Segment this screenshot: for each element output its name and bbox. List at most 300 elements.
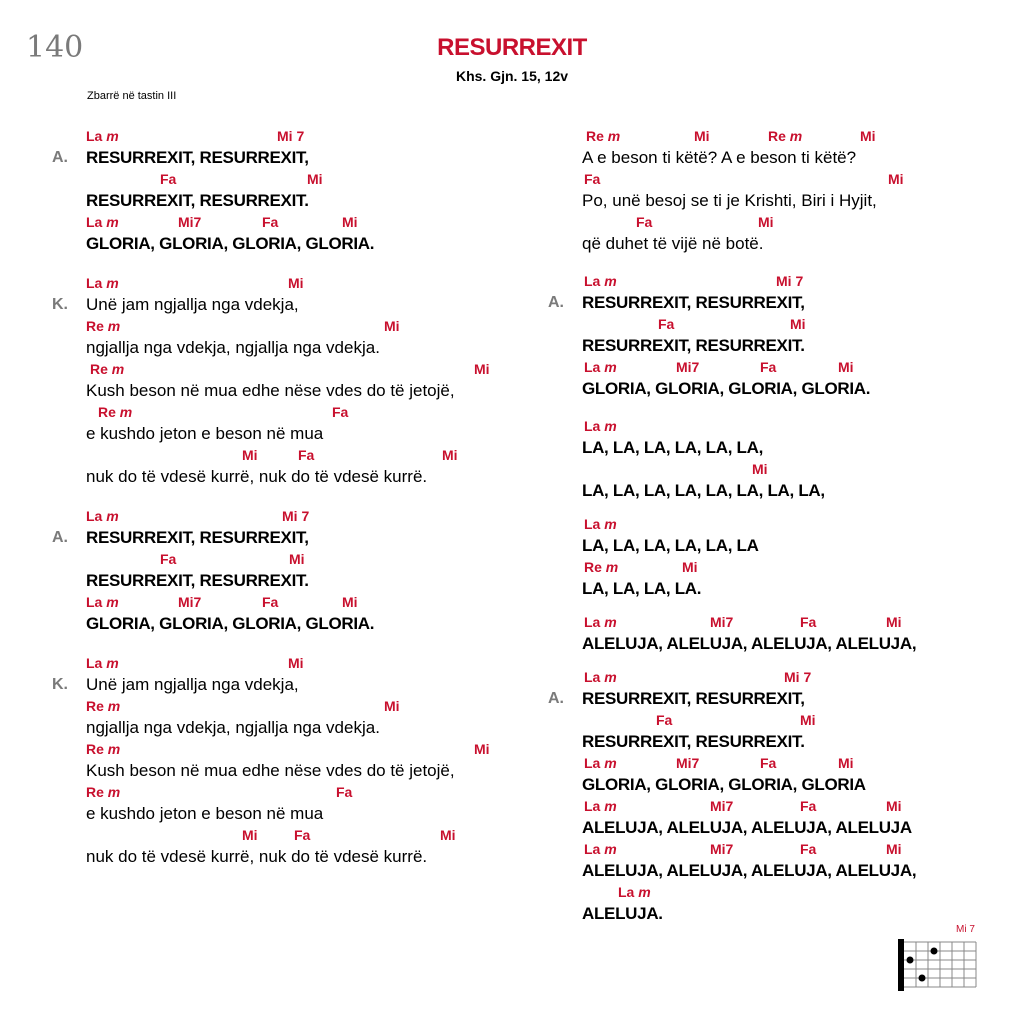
- lyric-row: [52, 570, 522, 592]
- chord-row: [548, 667, 948, 688]
- lyric-row: [52, 423, 522, 445]
- lyric-row: [548, 817, 948, 839]
- chord-label: [288, 655, 304, 671]
- chord-label: [384, 698, 400, 714]
- chord-diagram-dot: [919, 975, 926, 982]
- stanza: [52, 126, 522, 255]
- lyric-line: GLORIA, GLORIA, GLORIA, GLORIA: [582, 775, 866, 794]
- lyric-row: [548, 688, 948, 710]
- chord-root: Mi: [342, 214, 358, 230]
- lyric-row: [548, 335, 948, 357]
- lyric-line: ngjallja nga vdekja, ngjallja nga vdekja.: [86, 338, 380, 357]
- lyric-line: RESURREXIT, RESURREXIT,: [86, 528, 309, 547]
- chord-root: Mi: [307, 171, 323, 187]
- lyric-line: GLORIA, GLORIA, GLORIA, GLORIA.: [86, 234, 375, 253]
- chord-root: Mi: [758, 214, 774, 230]
- chord-label: [289, 551, 305, 567]
- chord-label: [98, 404, 132, 420]
- chord-row: [52, 169, 522, 190]
- chord-label: [790, 316, 806, 332]
- chord-label: [584, 841, 617, 857]
- chord-quality: m: [638, 884, 651, 900]
- chord-root: Re: [90, 361, 112, 377]
- chord-label: [282, 508, 309, 524]
- chord-label: [584, 755, 617, 771]
- chord-root: Mi7: [710, 798, 734, 814]
- chord-quality: m: [604, 755, 617, 771]
- lyric-line: RESURREXIT, RESURREXIT.: [582, 732, 805, 751]
- chord-label: [86, 655, 119, 671]
- lyric-line: e kushdo jeton e beson në mua: [86, 804, 324, 823]
- chord-row: [548, 753, 948, 774]
- stanza: [548, 126, 948, 255]
- chord-root: Mi: [442, 447, 458, 463]
- chord-quality: m: [111, 361, 125, 377]
- chord-root: La: [584, 359, 605, 375]
- stanza-marker: K.: [52, 296, 68, 313]
- chord-root: La: [584, 614, 605, 630]
- chord-quality: m: [604, 516, 617, 532]
- chord-label: [584, 614, 617, 630]
- chord-row: [52, 402, 522, 423]
- chord-row: [548, 357, 948, 378]
- chord-label: [618, 884, 651, 900]
- chord-quality: m: [605, 559, 619, 575]
- chord-quality: m: [604, 359, 617, 375]
- chord-label: [332, 404, 348, 420]
- chord-root: Mi 7: [776, 273, 804, 289]
- chord-row: [548, 314, 948, 335]
- chord-root: Mi7: [178, 594, 202, 610]
- chord-label: [86, 594, 119, 610]
- chord-root: La: [86, 508, 107, 524]
- lyric-row: [548, 233, 948, 255]
- chord-label: [86, 508, 119, 524]
- chord-label: [277, 128, 304, 144]
- lyric-line: Unë jam ngjallja nga vdekja,: [86, 295, 299, 314]
- chord-label: [160, 171, 176, 187]
- chord-root: Mi: [242, 827, 258, 843]
- chord-root: Mi: [288, 275, 304, 291]
- chord-label: [86, 784, 120, 800]
- chord-root: Fa: [294, 827, 311, 843]
- chord-label: [676, 755, 699, 771]
- lyric-row: [52, 717, 522, 739]
- chord-quality: m: [107, 784, 121, 800]
- lyric-row: [548, 480, 948, 502]
- stanza: [52, 273, 522, 488]
- stanza-marker: A.: [548, 294, 564, 311]
- chord-row: [548, 882, 948, 903]
- chord-label: [768, 128, 802, 144]
- lyric-line: A e beson ti këtë? A e beson ti këtë?: [582, 148, 857, 167]
- chord-label: [584, 559, 618, 575]
- chord-label: [888, 171, 904, 187]
- chord-row: [548, 514, 948, 535]
- lyric-line: ALELUJA, ALELUJA, ALELUJA, ALELUJA,: [582, 634, 917, 653]
- chord-root: Mi: [440, 827, 456, 843]
- chord-label: [242, 447, 258, 463]
- chord-label: [86, 318, 120, 334]
- chord-root: Mi: [888, 171, 904, 187]
- chord-root: Fa: [584, 171, 601, 187]
- chord-root: Mi: [242, 447, 258, 463]
- chord-diagram-dot: [907, 957, 914, 964]
- chord-label: [784, 669, 811, 685]
- chord-quality: m: [106, 594, 119, 610]
- chord-row: [52, 549, 522, 570]
- lyric-line: ALELUJA.: [582, 904, 663, 923]
- chord-label: [298, 447, 314, 463]
- lyric-line: ALELUJA, ALELUJA, ALELUJA, ALELUJA,: [582, 861, 917, 880]
- chord-root: La: [86, 214, 107, 230]
- lyric-row: [52, 803, 522, 825]
- lyric-row: [548, 633, 948, 655]
- chord-root: Mi 7: [282, 508, 310, 524]
- chord-root: Fa: [656, 712, 673, 728]
- stanza-marker: A.: [52, 529, 68, 546]
- chord-row: [548, 271, 948, 292]
- chord-row: [548, 416, 948, 437]
- stanza: [548, 612, 948, 655]
- chord-label: [384, 318, 400, 334]
- chord-row: [52, 212, 522, 233]
- chord-label: [710, 614, 733, 630]
- chord-label: [886, 841, 902, 857]
- chord-quality: m: [107, 698, 121, 714]
- chord-label: [86, 698, 120, 714]
- chord-label: [242, 827, 258, 843]
- chord-root: La: [584, 755, 605, 771]
- chord-label: [838, 755, 854, 771]
- chord-label: [342, 214, 358, 230]
- chord-root: Mi: [800, 712, 816, 728]
- chord-label: [178, 214, 201, 230]
- chord-label: [584, 798, 617, 814]
- chord-label: [710, 841, 733, 857]
- chord-root: Re: [768, 128, 790, 144]
- chord-root: Re: [586, 128, 608, 144]
- chord-label: [776, 273, 803, 289]
- chord-root: Mi: [838, 755, 854, 771]
- lyric-line: GLORIA, GLORIA, GLORIA, GLORIA.: [582, 379, 871, 398]
- lyric-line: RESURREXIT, RESURREXIT.: [582, 336, 805, 355]
- lyric-row: [52, 760, 522, 782]
- stanza: [548, 667, 948, 925]
- stanza: [52, 506, 522, 635]
- chord-quality: m: [789, 128, 803, 144]
- lyric-line: Kush beson në mua edhe nëse vdes do të jetojë,: [86, 761, 455, 780]
- lyric-row: [548, 292, 948, 314]
- chord-root: La: [584, 798, 605, 814]
- chord-root: Mi 7: [784, 669, 812, 685]
- lyric-row: [548, 731, 948, 753]
- chord-quality: m: [106, 128, 119, 144]
- chord-root: Re: [98, 404, 120, 420]
- chord-label: [262, 594, 278, 610]
- chord-label: [584, 171, 600, 187]
- chord-root: Re: [86, 698, 108, 714]
- chord-label: [760, 755, 776, 771]
- lyric-row: [52, 233, 522, 255]
- chord-label: [342, 594, 358, 610]
- chord-label: [676, 359, 699, 375]
- stanza-marker: A.: [52, 149, 68, 166]
- chord-label: [86, 214, 119, 230]
- lyric-line: LA, LA, LA, LA, LA, LA, LA, LA,: [582, 481, 825, 500]
- lyric-row: [548, 903, 948, 925]
- song-title: RESURREXIT: [437, 34, 587, 61]
- lyric-line: që duhet të vijë në botë.: [582, 234, 764, 253]
- chord-root: Mi: [886, 841, 902, 857]
- lyric-line: e kushdo jeton e beson në mua: [86, 424, 324, 443]
- chord-root: La: [584, 669, 605, 685]
- chord-root: Mi: [289, 551, 305, 567]
- chord-root: Mi: [860, 128, 876, 144]
- chord-root: La: [618, 884, 639, 900]
- lyric-row: [548, 774, 948, 796]
- chord-root: Re: [86, 784, 108, 800]
- chord-label: [636, 214, 652, 230]
- chord-quality: m: [119, 404, 133, 420]
- chord-label: [86, 275, 119, 291]
- chord-root: Re: [584, 559, 606, 575]
- chord-label: [86, 128, 119, 144]
- scripture-reference: Khs. Gjn. 15, 12v: [455, 68, 569, 84]
- chord-label: [886, 798, 902, 814]
- chord-label: [752, 461, 768, 477]
- lyric-row: [52, 846, 522, 868]
- chord-row: [548, 212, 948, 233]
- lyric-line: LA, LA, LA, LA, LA, LA,: [582, 438, 764, 457]
- chord-root: Mi7: [676, 755, 700, 771]
- chord-label: [886, 614, 902, 630]
- chord-quality: m: [106, 214, 119, 230]
- chord-label: [178, 594, 201, 610]
- chord-root: Fa: [332, 404, 349, 420]
- stanza: [548, 514, 948, 600]
- chord-label: [442, 447, 458, 463]
- lyric-row: [548, 535, 948, 557]
- chord-diagram-dot: [931, 948, 938, 955]
- chord-diagram-frets: [904, 942, 976, 987]
- chord-row: [52, 782, 522, 803]
- chord-quality: m: [604, 273, 617, 289]
- lyric-line: RESURREXIT, RESURREXIT,: [582, 293, 805, 312]
- lyric-line: Unë jam ngjallja nga vdekja,: [86, 675, 299, 694]
- chord-root: Fa: [160, 171, 177, 187]
- chord-row: [52, 273, 522, 294]
- stanza-marker: A.: [548, 690, 564, 707]
- chord-label: [800, 798, 816, 814]
- lyric-line: Kush beson në mua edhe nëse vdes do të jetojë,: [86, 381, 455, 400]
- lyric-row: [548, 860, 948, 882]
- chord-label: [838, 359, 854, 375]
- chord-root: Fa: [800, 614, 817, 630]
- chord-label: [584, 359, 617, 375]
- chord-label: [586, 128, 620, 144]
- chord-root: Fa: [298, 447, 315, 463]
- chord-label: [658, 316, 674, 332]
- chord-root: Fa: [336, 784, 353, 800]
- chord-row: [52, 825, 522, 846]
- chord-row: [52, 126, 522, 147]
- chord-row: [52, 696, 522, 717]
- chord-root: Mi: [288, 655, 304, 671]
- chord-label: [710, 798, 733, 814]
- chord-root: Mi7: [676, 359, 700, 375]
- chord-root: Mi: [694, 128, 710, 144]
- chord-quality: m: [106, 275, 119, 291]
- chord-label: [584, 273, 617, 289]
- chord-root: Fa: [262, 214, 279, 230]
- chord-quality: m: [107, 741, 121, 757]
- chord-root: Mi: [384, 698, 400, 714]
- chord-quality: m: [107, 318, 121, 334]
- chord-label: [656, 712, 672, 728]
- chord-root: Mi: [474, 361, 490, 377]
- chord-root: La: [584, 516, 605, 532]
- chord-root: Mi: [384, 318, 400, 334]
- chord-row: [52, 739, 522, 760]
- chord-quality: m: [604, 798, 617, 814]
- chord-label: [584, 516, 617, 532]
- chord-label: [294, 827, 310, 843]
- chord-root: Fa: [800, 798, 817, 814]
- chord-quality: m: [106, 508, 119, 524]
- chord-label: [760, 359, 776, 375]
- chord-quality: m: [604, 614, 617, 630]
- chord-root: La: [584, 273, 605, 289]
- chord-root: Mi: [886, 798, 902, 814]
- chord-row: [52, 359, 522, 380]
- chord-row: [52, 653, 522, 674]
- chord-row: [52, 316, 522, 337]
- chord-root: Re: [86, 741, 108, 757]
- chord-root: Mi7: [710, 841, 734, 857]
- lyric-line: LA, LA, LA, LA.: [582, 579, 702, 598]
- chord-label: [86, 741, 120, 757]
- chord-label: [800, 841, 816, 857]
- lyric-line: RESURREXIT, RESURREXIT.: [86, 571, 309, 590]
- chord-root: Mi7: [710, 614, 734, 630]
- lyric-line: nuk do të vdesë kurrë, nuk do të vdesë kurrë.: [86, 847, 428, 866]
- chord-root: Mi: [838, 359, 854, 375]
- chord-root: La: [86, 594, 107, 610]
- chord-root: Fa: [160, 551, 177, 567]
- chord-row: [548, 126, 948, 147]
- lyric-row: [548, 147, 948, 169]
- lyric-line: nuk do të vdesë kurrë, nuk do të vdesë kurrë.: [86, 467, 428, 486]
- chord-quality: m: [604, 418, 617, 434]
- lyric-row: [52, 527, 522, 549]
- lyric-line: RESURREXIT, RESURREXIT,: [86, 148, 309, 167]
- lyric-row: [52, 613, 522, 635]
- chord-quality: m: [604, 841, 617, 857]
- chord-label: [90, 361, 124, 377]
- chord-diagram-nut: [898, 939, 904, 991]
- lyric-line: LA, LA, LA, LA, LA, LA: [582, 536, 759, 555]
- chord-root: Fa: [760, 359, 777, 375]
- left-column: [52, 126, 522, 868]
- chord-root: Fa: [760, 755, 777, 771]
- chord-root: La: [86, 655, 107, 671]
- lyric-line: RESURREXIT, RESURREXIT,: [582, 689, 805, 708]
- chord-root: La: [584, 841, 605, 857]
- chord-row: [548, 557, 948, 578]
- lyric-line: ngjallja nga vdekja, ngjallja nga vdekja.: [86, 718, 380, 737]
- lyric-row: [52, 380, 522, 402]
- chord-label: [160, 551, 176, 567]
- lyric-line: RESURREXIT, RESURREXIT.: [86, 191, 309, 210]
- page-number: 140: [26, 30, 84, 65]
- chord-label: [584, 669, 617, 685]
- chord-root: La: [584, 418, 605, 434]
- chord-label: [694, 128, 710, 144]
- chord-label: [262, 214, 278, 230]
- chord-root: Mi: [474, 741, 490, 757]
- chord-label: [584, 418, 617, 434]
- lyric-row: [52, 294, 522, 316]
- chord-root: Fa: [800, 841, 817, 857]
- chord-root: Fa: [658, 316, 675, 332]
- chord-root: Mi: [790, 316, 806, 332]
- chord-label: [800, 712, 816, 728]
- chord-label: [336, 784, 352, 800]
- chord-quality: m: [607, 128, 621, 144]
- chord-row: [52, 592, 522, 613]
- chord-row: [52, 445, 522, 466]
- chord-root: Mi7: [178, 214, 202, 230]
- chord-root: La: [86, 275, 107, 291]
- chord-root: Mi: [886, 614, 902, 630]
- chord-root: Mi 7: [277, 128, 305, 144]
- stanza-marker: K.: [52, 676, 68, 693]
- lyric-row: [52, 190, 522, 212]
- chord-label: [474, 741, 490, 757]
- lyric-row: [52, 466, 522, 488]
- chord-root: Mi: [342, 594, 358, 610]
- chord-quality: m: [604, 669, 617, 685]
- lyric-line: GLORIA, GLORIA, GLORIA, GLORIA.: [86, 614, 375, 633]
- chord-diagram-name: Mi 7: [956, 924, 975, 935]
- lyric-row: [548, 190, 948, 212]
- chord-label: [474, 361, 490, 377]
- stanza: [548, 271, 948, 400]
- lyric-row: [52, 147, 522, 169]
- chord-label: [758, 214, 774, 230]
- chord-row: [52, 506, 522, 527]
- lyric-line: ALELUJA, ALELUJA, ALELUJA, ALELUJA: [582, 818, 912, 837]
- stanza: [548, 416, 948, 502]
- chord-label: [800, 614, 816, 630]
- chord-row: [548, 839, 948, 860]
- lyric-row: [548, 437, 948, 459]
- chord-label: [307, 171, 323, 187]
- chord-root: Mi: [752, 461, 768, 477]
- chord-label: [860, 128, 876, 144]
- chord-quality: m: [106, 655, 119, 671]
- chord-root: Mi: [682, 559, 698, 575]
- chord-diagram: [896, 924, 986, 994]
- chord-row: [548, 796, 948, 817]
- chord-label: [682, 559, 698, 575]
- chord-row: [548, 459, 948, 480]
- lyric-row: [548, 578, 948, 600]
- right-column: [548, 126, 948, 925]
- chord-row: [548, 612, 948, 633]
- chord-root: Fa: [262, 594, 279, 610]
